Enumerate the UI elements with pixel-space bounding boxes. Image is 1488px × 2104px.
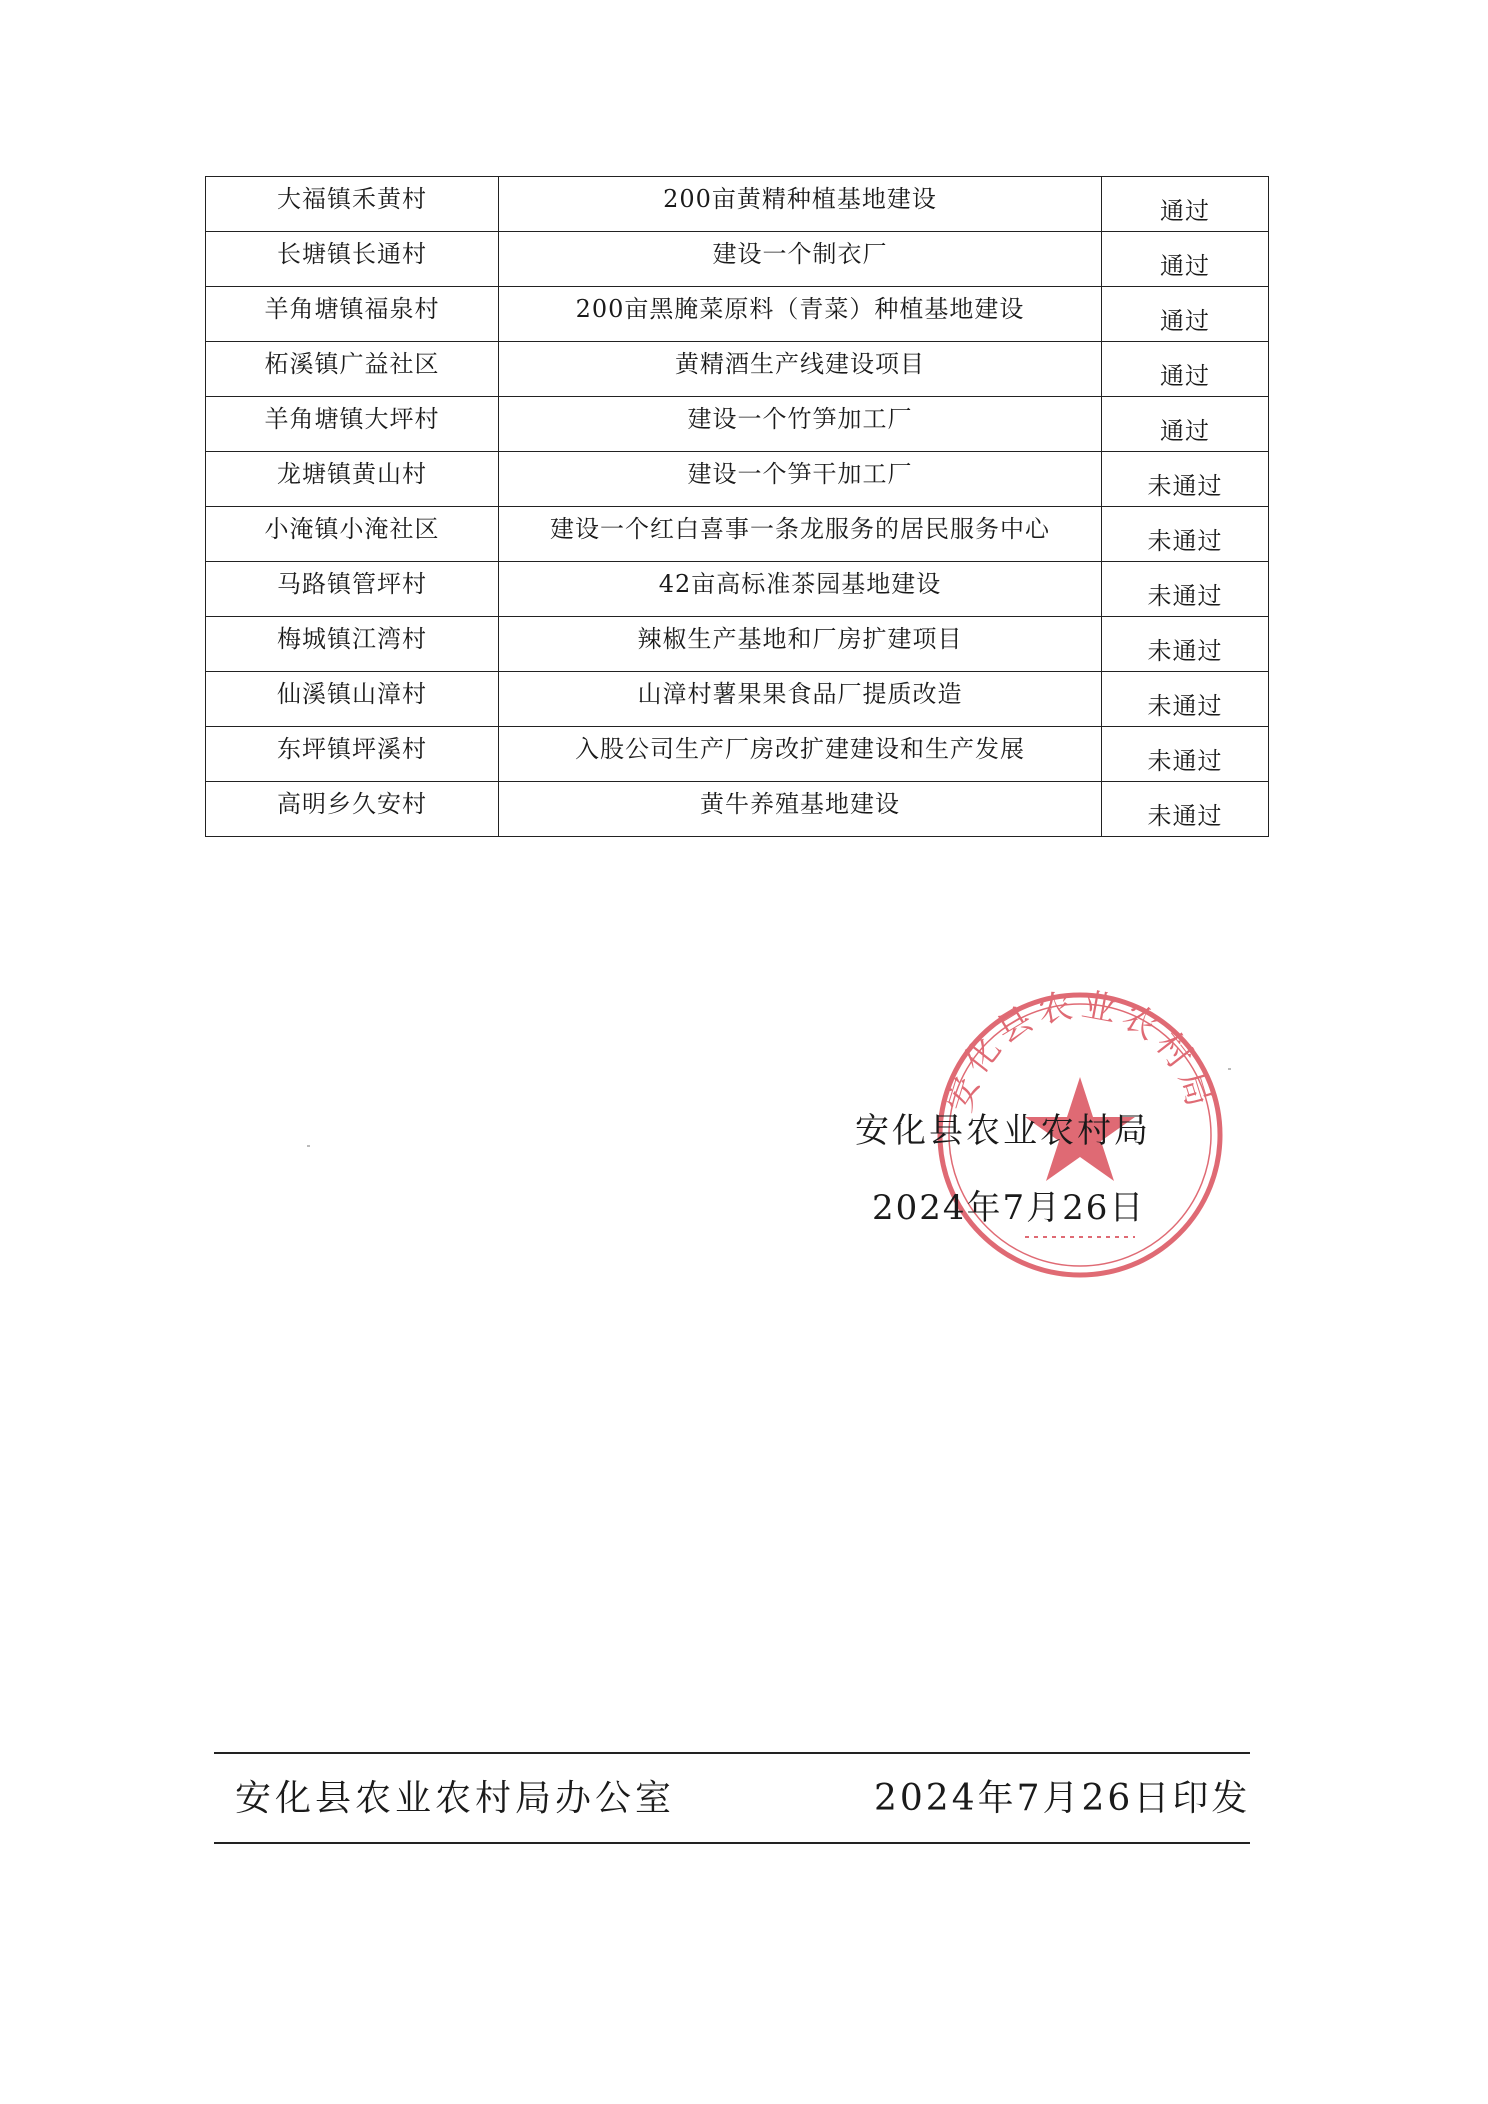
footer-rule-top [214,1752,1250,1754]
table-row [206,727,1269,782]
village-cell: 大福镇禾黄村 [206,177,499,232]
village-cell: 仙溪镇山漳村 [206,672,499,727]
result-cell: 通过 [1102,232,1269,287]
village-cell: 羊角塘镇福泉村 [206,287,499,342]
village-cell: 高明乡久安村 [206,782,499,837]
result-cell: 未通过 [1102,672,1269,727]
table-row [206,287,1269,342]
project-cell: 200亩黑腌菜原料（青菜）种植基地建设 [499,287,1102,342]
village-cell: 柘溪镇广益社区 [206,342,499,397]
footer-office: 安化县农业农村局办公室 [235,1778,676,1819]
table-row [206,232,1269,287]
project-cell: 黄牛养殖基地建设 [499,782,1102,837]
project-cell: 建设一个红白喜事一条龙服务的居民服务中心 [499,507,1102,562]
project-cell: 建设一个笋干加工厂 [499,452,1102,507]
village-cell: 长塘镇长通村 [206,232,499,287]
project-cell: 建设一个制衣厂 [499,232,1102,287]
issuer-name: 安化县农业农村局 [855,1111,1151,1151]
project-result-table [205,176,1269,837]
seal-text: 安化县农业农村局 [939,985,1221,1117]
scan-speck [307,1145,310,1147]
project-cell: 入股公司生产厂房改扩建建设和生产发展 [499,727,1102,782]
result-cell: 未通过 [1102,507,1269,562]
table-row [206,177,1269,232]
result-cell: 通过 [1102,342,1269,397]
result-cell: 通过 [1102,287,1269,342]
table-row [206,507,1269,562]
table-row [206,397,1269,452]
signature-date: 2024年7月26日 [872,1188,1146,1228]
footer-rule-bottom [214,1842,1250,1844]
project-cell: 42亩高标准茶园基地建设 [499,562,1102,617]
village-cell: 羊角塘镇大坪村 [206,397,499,452]
project-cell: 建设一个竹笋加工厂 [499,397,1102,452]
village-cell: 梅城镇江湾村 [206,617,499,672]
result-cell: 未通过 [1102,782,1269,837]
result-cell: 通过 [1102,397,1269,452]
result-cell: 未通过 [1102,452,1269,507]
project-cell: 黄精酒生产线建设项目 [499,342,1102,397]
result-cell: 未通过 [1102,727,1269,782]
village-cell: 小淹镇小淹社区 [206,507,499,562]
footer-issue-date: 2024年7月26日印发 [874,1778,1251,1819]
table-row [206,452,1269,507]
scan-speck [1228,1068,1231,1070]
village-cell: 东坪镇坪溪村 [206,727,499,782]
table-row [206,562,1269,617]
result-cell: 通过 [1102,177,1269,232]
table-row [206,782,1269,837]
table-row [206,342,1269,397]
project-cell: 辣椒生产基地和厂房扩建项目 [499,617,1102,672]
table-row [206,617,1269,672]
village-cell: 马路镇管坪村 [206,562,499,617]
project-cell: 200亩黄精种植基地建设 [499,177,1102,232]
village-cell: 龙塘镇黄山村 [206,452,499,507]
table-row [206,672,1269,727]
result-cell: 未通过 [1102,617,1269,672]
result-cell: 未通过 [1102,562,1269,617]
project-cell: 山漳村薯果果食品厂提质改造 [499,672,1102,727]
